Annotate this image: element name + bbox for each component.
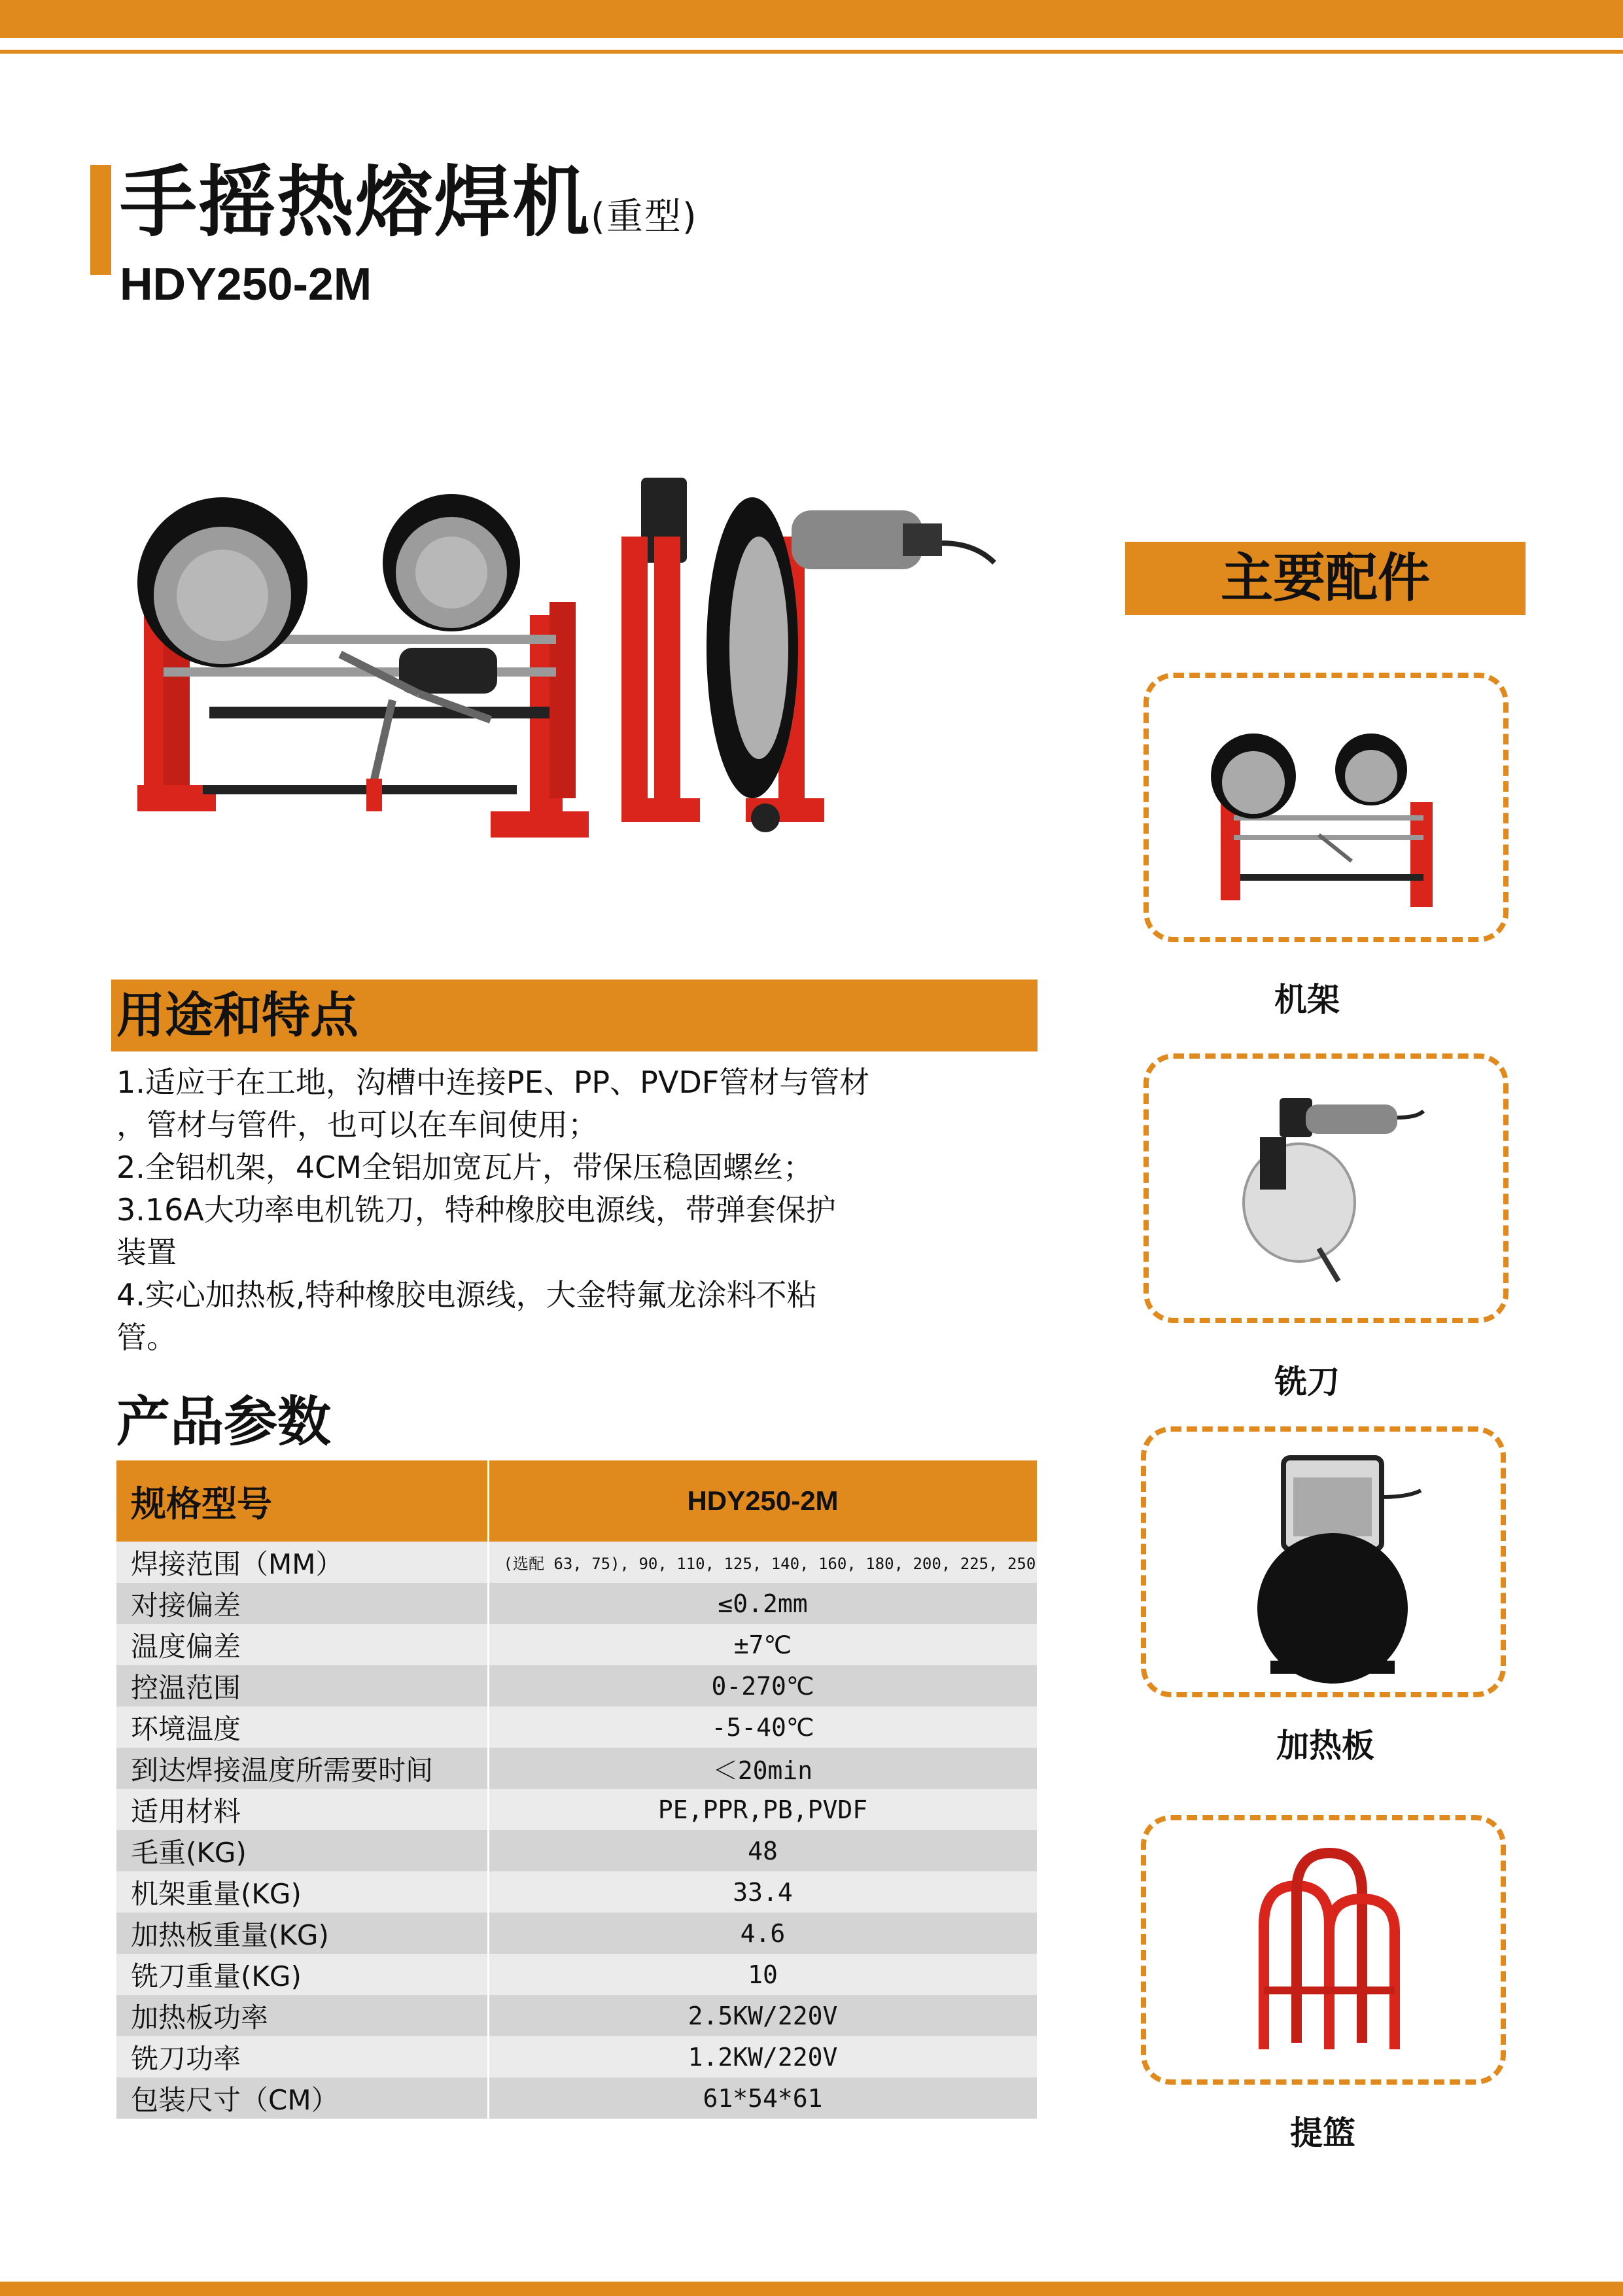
spec-value: ≤0.2mm [488,1583,1038,1624]
spec-value: 0-270℃ [488,1665,1038,1706]
table-row [116,1706,1038,1748]
accessories-heading: 主要配件 [1125,542,1526,615]
frame-image [1201,704,1463,913]
feature-line: 4.实心加热板,特种橡胶电源线，大金特氟龙涂料不粘 [116,1277,817,1313]
accessory-card-heater [1141,1426,1506,1697]
table-row [116,1954,1038,1995]
spec-label: 铣刀功率 [116,2036,488,2077]
bottom-banner [0,2282,1623,2296]
product-image [124,419,1053,929]
spec-label: 到达焊接温度所需要时间 [116,1748,488,1789]
features-heading: 用途和特点 [111,980,1038,1051]
table-row [116,1830,1038,1871]
table-row [116,1748,1038,1789]
table-row [116,2036,1038,2077]
spec-label: 适用材料 [116,1789,488,1830]
title-main: 手摇热熔焊机 [120,157,591,247]
feature-line: ，管材与管件，也可以在车间使用； [116,1107,598,1142]
spec-label: 加热板重量(KG) [116,1913,488,1954]
feature-line: 3.16A大功率电机铣刀，特种橡胶电源线，带弹套保护 [116,1192,836,1227]
spec-label: 毛重(KG) [116,1830,488,1871]
cutter-image [1227,1085,1437,1294]
spec-value: ±7℃ [488,1624,1038,1665]
spec-label: 温度偏差 [116,1624,488,1665]
spec-value: -5-40℃ [488,1706,1038,1748]
basket-image [1244,1846,1414,2062]
spec-value: (选配 63, 75), 90, 110, 125, 140, 160, 180, 200, 225, 250 [488,1542,1038,1583]
spec-value: ＜20min [488,1748,1038,1789]
table-row [116,1583,1038,1624]
spec-table [116,1460,1039,2119]
title-suffix: (重型) [591,196,698,238]
spec-value: PE,PPR,PB,PVDF [488,1789,1038,1830]
spec-label: 对接偏差 [116,1583,488,1624]
spec-label: 环境温度 [116,1706,488,1748]
accessory-label-cutter: 铣刀 [1274,1363,1340,1401]
feature-line: 装置 [116,1235,177,1270]
table-row [116,1871,1038,1913]
table-row [116,1995,1038,2036]
milling-cutter-illustration [621,478,994,832]
spec-value: 48 [488,1830,1038,1871]
accessory-label-heater: 加热板 [1276,1727,1374,1765]
machine-frame-illustration [137,494,589,838]
accessory-label-basket: 提篮 [1290,2114,1355,2152]
spec-value: 1.2KW/220V [488,2036,1038,2077]
table-row [116,1913,1038,1954]
table-row [116,1789,1038,1830]
table-row [116,2077,1038,2119]
spec-value: 2.5KW/220V [488,1995,1038,2036]
spec-header-label: 规格型号 [116,1460,488,1542]
accessory-card-frame [1143,673,1509,942]
spec-value: 10 [488,1954,1038,1995]
heater-image [1238,1451,1434,1680]
table-row [116,1665,1038,1706]
feature-line: 1.适应于在工地，沟槽中连接PE、PP、PVDF管材与管材 [116,1065,870,1100]
spec-label: 控温范围 [116,1665,488,1706]
spec-value: 4.6 [488,1913,1038,1954]
spec-header-model: HDY250-2M [488,1460,1038,1542]
title-accent-bar [90,165,111,275]
table-row [116,1624,1038,1665]
feature-line: 2.全铝机架，4CM全铝加宽瓦片，带保压稳固螺丝； [116,1150,813,1185]
params-heading: 产品参数 [116,1391,332,1453]
accessory-card-basket [1141,1815,1506,2085]
spec-label: 铣刀重量(KG) [116,1954,488,1995]
spec-label: 焊接范围（MM） [116,1542,488,1583]
spec-value: 33.4 [488,1871,1038,1913]
model-number: HDY250-2M [120,258,372,309]
spec-label: 机架重量(KG) [116,1871,488,1913]
spec-label: 加热板功率 [116,1995,488,2036]
page-title [120,158,698,247]
accessory-card-cutter [1143,1053,1509,1323]
features-list [116,1061,1045,1359]
spec-header-row [116,1460,1038,1542]
feature-line: 管。 [116,1320,177,1355]
spec-value: 61*54*61 [488,2077,1038,2119]
spec-label: 包装尺寸（CM） [116,2077,488,2119]
top-divider [0,50,1623,54]
accessory-label-frame: 机架 [1274,981,1340,1019]
table-row [116,1542,1038,1583]
top-banner [0,0,1623,38]
